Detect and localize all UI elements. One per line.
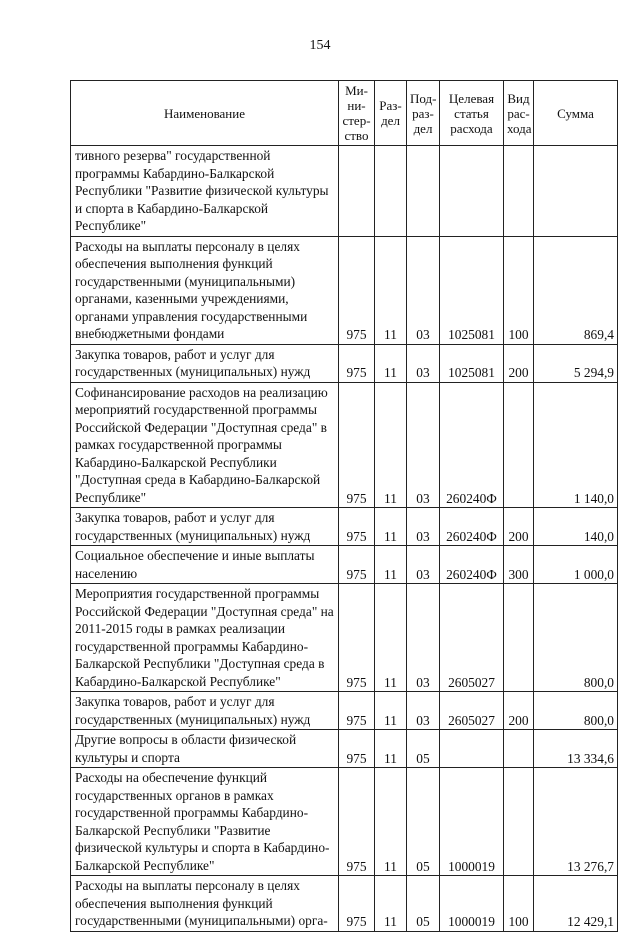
cell-name: тивного резерва" государственной программы Кабардино-Балкарской Республики "Развитие физической культуры и спорта в Кабардино-Балкарской Республике": [71, 146, 339, 237]
cell-subsection: 03: [407, 508, 440, 546]
page-number: 154: [309, 38, 331, 53]
budget-table: [70, 80, 618, 932]
cell-section: 11: [375, 692, 407, 730]
cell-subsection: 03: [407, 344, 440, 382]
cell-target: [440, 730, 504, 768]
cell-section: 11: [375, 546, 407, 584]
cell-name: Мероприятия государственной программы Российской Федерации "Доступная среда" на 2011-2015 годы в рамках реализации государственной программы Кабардино-Балкарской Республики "Доступная среда в Кабардино-Балкарской Республике": [71, 584, 339, 692]
table-row: [71, 768, 618, 876]
cell-subsection: 03: [407, 692, 440, 730]
cell-type: 100: [504, 876, 534, 932]
cell-ministry: 975: [339, 236, 375, 344]
cell-name: Расходы на обеспечение функций государственных органов в рамках государственной программы Кабардино-Балкарской Республики "Развитие физической культуры и спорта в Кабардино-Балкарской Республике": [71, 768, 339, 876]
cell-section: 11: [375, 382, 407, 508]
cell-type: 100: [504, 236, 534, 344]
cell-subsection: 03: [407, 236, 440, 344]
cell-type: 300: [504, 546, 534, 584]
cell-subsection: 03: [407, 382, 440, 508]
header-row: [71, 81, 618, 146]
cell-ministry: 975: [339, 692, 375, 730]
cell-section: [375, 146, 407, 237]
cell-ministry: 975: [339, 768, 375, 876]
cell-section: 11: [375, 508, 407, 546]
header-subsection: Под-раз-дел: [407, 81, 440, 146]
cell-ministry: 975: [339, 876, 375, 932]
header-name: Наименование: [71, 81, 339, 146]
table-row: [71, 584, 618, 692]
table-row: [71, 876, 618, 932]
cell-ministry: [339, 146, 375, 237]
cell-sum: 140,0: [534, 508, 618, 546]
cell-target: 1025081: [440, 344, 504, 382]
cell-ministry: 975: [339, 730, 375, 768]
cell-name: Софинансирование расходов на реализацию мероприятий государственной программы Российской Федерации "Доступная среда" в рамках государственной программы Кабардино-Балкарской Республики "Доступная среда в Кабардино-Балкарской Республике": [71, 382, 339, 508]
cell-sum: 869,4: [534, 236, 618, 344]
cell-subsection: 05: [407, 768, 440, 876]
cell-name: Другие вопросы в области физической культуры и спорта: [71, 730, 339, 768]
cell-target: [440, 146, 504, 237]
cell-name: Закупка товаров, работ и услуг для государственных (муниципальных) нужд: [71, 508, 339, 546]
table-row: [71, 344, 618, 382]
cell-sum: 12 429,1: [534, 876, 618, 932]
cell-target: 2605027: [440, 692, 504, 730]
cell-subsection: [407, 146, 440, 237]
cell-section: 11: [375, 730, 407, 768]
table-row: [71, 692, 618, 730]
cell-target: 1000019: [440, 768, 504, 876]
table-row: [71, 382, 618, 508]
table-row: [71, 730, 618, 768]
table-row: [71, 146, 618, 237]
table-row: [71, 546, 618, 584]
cell-type: 200: [504, 692, 534, 730]
cell-sum: 800,0: [534, 692, 618, 730]
cell-type: 200: [504, 344, 534, 382]
cell-ministry: 975: [339, 546, 375, 584]
cell-section: 11: [375, 344, 407, 382]
cell-target: 2605027: [440, 584, 504, 692]
cell-section: 11: [375, 236, 407, 344]
table-row: [71, 508, 618, 546]
cell-section: 11: [375, 584, 407, 692]
cell-name: Социальное обеспечение и иные выплаты населению: [71, 546, 339, 584]
cell-ministry: 975: [339, 344, 375, 382]
header-ministry: Ми-ни-стер-ство: [339, 81, 375, 146]
cell-target: 260240Ф: [440, 546, 504, 584]
cell-sum: 5 294,9: [534, 344, 618, 382]
cell-ministry: 975: [339, 584, 375, 692]
cell-type: [504, 730, 534, 768]
cell-ministry: 975: [339, 382, 375, 508]
cell-sum: [534, 146, 618, 237]
cell-type: [504, 584, 534, 692]
header-section: Раз-дел: [375, 81, 407, 146]
cell-sum: 1 000,0: [534, 546, 618, 584]
cell-target: 1025081: [440, 236, 504, 344]
cell-sum: 800,0: [534, 584, 618, 692]
cell-ministry: 975: [339, 508, 375, 546]
cell-subsection: 03: [407, 584, 440, 692]
header-sum: Сумма: [534, 81, 618, 146]
cell-name: Закупка товаров, работ и услуг для государственных (муниципальных) нужд: [71, 692, 339, 730]
header-type: Вид рас-хода: [504, 81, 534, 146]
cell-name: Закупка товаров, работ и услуг для государственных (муниципальных) нужд: [71, 344, 339, 382]
cell-type: 200: [504, 508, 534, 546]
cell-target: 260240Ф: [440, 382, 504, 508]
cell-subsection: 05: [407, 876, 440, 932]
cell-subsection: 05: [407, 730, 440, 768]
cell-sum: 13 334,6: [534, 730, 618, 768]
cell-section: 11: [375, 768, 407, 876]
cell-subsection: 03: [407, 546, 440, 584]
cell-section: 11: [375, 876, 407, 932]
header-target: Целевая статья расхода: [440, 81, 504, 146]
cell-type: [504, 768, 534, 876]
cell-name: Расходы на выплаты персоналу в целях обеспечения выполнения функций государственными (муниципальными) органами, казенными учреждениями, органами управления государственными внебюджетными фондами: [71, 236, 339, 344]
cell-target: 260240Ф: [440, 508, 504, 546]
table-row: [71, 236, 618, 344]
cell-sum: 13 276,7: [534, 768, 618, 876]
cell-type: [504, 382, 534, 508]
cell-target: 1000019: [440, 876, 504, 932]
cell-type: [504, 146, 534, 237]
cell-sum: 1 140,0: [534, 382, 618, 508]
cell-name: Расходы на выплаты персоналу в целях обеспечения выполнения функций государственными (муниципальными) орга-: [71, 876, 339, 932]
